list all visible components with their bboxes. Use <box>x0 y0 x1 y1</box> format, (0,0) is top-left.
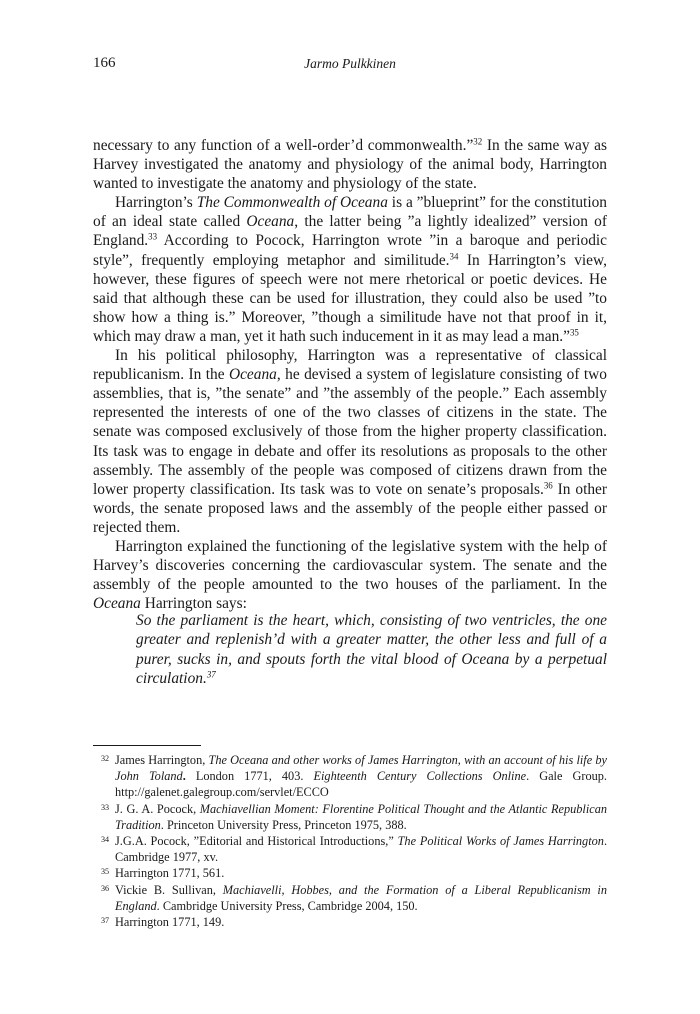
text: Harrington 1771, 149. <box>115 915 225 930</box>
footnote-ref[interactable]: 36 <box>543 480 553 491</box>
footnote-34 <box>93 833 607 865</box>
footnote-32 <box>93 752 607 801</box>
footnote-ref[interactable]: 37 <box>206 669 216 680</box>
text: London 1771, 403. <box>185 769 314 784</box>
block-quote <box>136 611 607 688</box>
footnote-ref[interactable]: 35 <box>569 327 579 338</box>
text: , the latter being ”a lightly idealized” version of England. <box>93 213 607 250</box>
text: Vickie B. Sullivan, <box>115 882 223 897</box>
italic-text: Oceana <box>93 595 141 613</box>
paragraph-1 <box>93 136 607 193</box>
italic-text: The Political Works of James Harrington <box>397 834 604 849</box>
footnote-number: 37 <box>101 916 110 926</box>
paragraph-4 <box>93 537 607 613</box>
text: J. G. A. Pocock, <box>115 801 200 816</box>
footnote-number: 34 <box>101 835 110 845</box>
running-head: Jarmo Pulkkinen <box>304 56 396 71</box>
text: In Harrington’s view, however, these figures of speech were not mere rhetorical or poetic devices. He said that although these can be used for illustration, they could also be used ”to show how a thing is.” Moreover, ”though a similitude have not that proof in it, which may draw a man, yet it hath such inducement in it as may lead a man.” <box>93 251 607 345</box>
text: According to Pocock, Harrington wrote ”in a baroque and periodic style”, frequently employing metaphor and similitude. <box>93 232 607 269</box>
italic-text: Machiavellian Moment: Florentine Political Thought and the Atlantic Republican Tradition <box>115 801 607 832</box>
text: In other words, the senate proposed laws and the assembly of the people either passed or rejected them. <box>93 480 608 536</box>
footnote-36 <box>93 882 607 914</box>
text: Harrington’s <box>115 194 197 212</box>
italic-text: The Oceana and other works of James Harrington, with an account of his life by John Toland <box>115 753 607 784</box>
text: In his political philosophy, Harrington was a representative of classical republicanism. In the <box>93 347 607 384</box>
footnote-number: 32 <box>101 754 110 763</box>
italic-text: Eighteenth Century Collections Online <box>313 769 527 784</box>
footnote-number: 35 <box>101 867 110 877</box>
body-text <box>93 136 607 613</box>
text: , he devised a system of legislature consisting of two assemblies, that is, ”the senate” and ”the assembly of the people.” Each assembly represented the interests of one of the two classes of citizens in the state. The senate was composed exclusively of those from the higher property classification. Its task was to engage in debate and offer its resolutions as proposals to the other assembly. The assembly of the people was composed of citizens drawn from the lower property classification. Its task was to vote on senate’s proposals. <box>93 366 607 498</box>
page-number: 166 <box>93 55 116 71</box>
quote-text: So the parliament is the heart, which, consisting of two ventricles, the one greater and replenish’d with a greater matter, the other less and full of a purer, sucks in, and spouts forth the vital blood of Oceana by a perpetual circulation. <box>136 612 607 687</box>
footnote-33 <box>93 801 607 833</box>
footnote-number: 33 <box>101 802 110 812</box>
italic-text: Oceana <box>246 213 295 231</box>
footnotes <box>93 752 607 930</box>
italic-text: Machiavelli, Hobbes, and the Formation of a Liberal Republicanism in England <box>115 882 607 913</box>
text: Harrington explained the functioning of the legislative system with the help of Harvey’s discoveries concerning the cardiovascular system. The senate and the assembly of the people amounted to the two houses of the parliament. In the <box>93 537 607 594</box>
text: James Harrington, <box>115 753 209 767</box>
text: . Cambridge University Press, Cambridge 2004, 150. <box>156 898 418 913</box>
italic-text: Oceana <box>228 366 277 384</box>
footnote-35 <box>93 865 607 881</box>
text: . Princeton University Press, Princeton 1975, 388. <box>160 817 407 832</box>
text: necessary to any function of a well-order’d commonwealth.” <box>93 137 474 154</box>
footnote-number: 36 <box>101 883 110 893</box>
italic-text: The Commonwealth of Oceana <box>196 194 388 212</box>
footnote-ref[interactable]: 34 <box>449 251 459 262</box>
footnote-ref[interactable]: 33 <box>148 232 158 243</box>
text: . Cambridge 1977, xv. <box>115 834 608 865</box>
footnote-37 <box>93 914 607 930</box>
paragraph-3 <box>93 346 607 537</box>
text: is a ”blueprint” for the constitution of an ideal state called <box>93 194 607 231</box>
text: In the same way as Harvey investigated the anatomy and physiology of the animal body, Harrington wanted to investigate the anatomy and physiology of the state. <box>93 137 607 193</box>
bold-text: . <box>182 769 186 784</box>
footnote-separator <box>93 745 201 746</box>
text: Harrington says: <box>140 595 247 613</box>
text: . Gale Group. http://galenet.galegroup.com/servlet/ECCO <box>115 769 607 800</box>
paragraph-2 <box>93 193 607 346</box>
footnote-ref[interactable]: 32 <box>473 136 483 147</box>
text: Harrington 1771, 561. <box>115 866 225 881</box>
text: J.G.A. Pocock, ”Editorial and Historical Introductions,” <box>115 834 398 849</box>
